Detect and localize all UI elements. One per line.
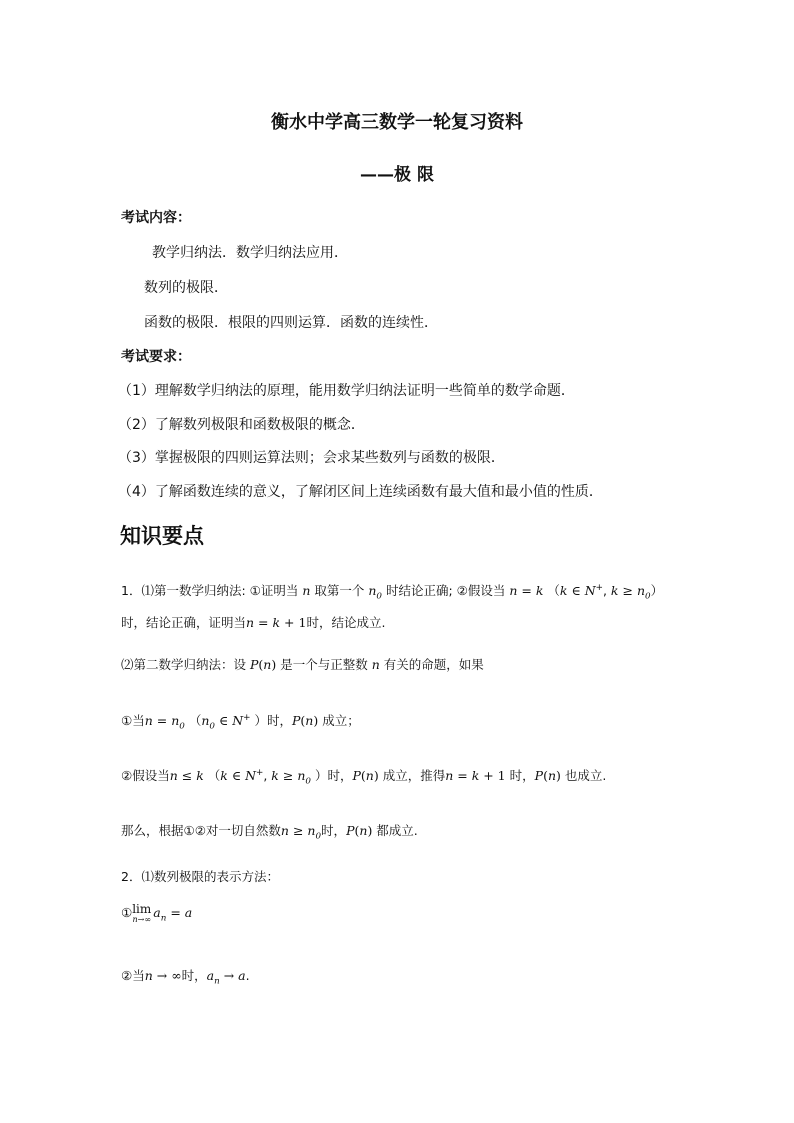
document-title: 衡水中学高三数学一轮复习资料	[271, 112, 523, 133]
limit-notation-2: ②当n → ∞时，$a_n \to a$.	[121, 968, 250, 987]
exam-content-item: 函数的极限．根限的四则运算．函数的连续性．	[144, 315, 438, 331]
requirement-item: （2）了解数列极限和函数极限的概念．	[118, 417, 365, 433]
exam-content-item: 教学归纳法．数学归纳法应用．	[152, 245, 348, 261]
knowledge-heading: 知识要点	[120, 524, 204, 548]
limit-notation-heading: 2．⑴数列极限的表示方法：	[121, 869, 279, 884]
exam-requirements-heading: 考试要求：	[121, 349, 191, 365]
induction-second-line: ⑵第二数学归纳法：设 P(n) 是一个与正整数 n 有关的命题，如果	[121, 657, 484, 672]
induction-conclusion: 那么，根据①②对一切自然数$n \ge n_0$时，P(n) 都成立.	[121, 823, 418, 842]
induction-first-line-2: 时，结论正确，证明当n = k + 1时，结论成立.	[121, 615, 386, 630]
induction-condition-2: ②假设当n ≤ k （k ∈ N+, $k \ge n_0$ ）时，P(n) 成立，推得n = k + 1 时，P(n) 也成立.	[121, 767, 607, 787]
induction-first-line: 1．⑴第一数学归纳法: ①证明当 n 取第一个 $n_0$ 时结论正确; ②假设当 n = k （k ∈ N+, $k \ge n_0$）	[121, 582, 664, 602]
requirement-item: （4）了解函数连续的意义，了解闭区间上连续函数有最大值和最小值的性质．	[118, 484, 603, 500]
requirement-item: （1）理解数学归纳法的原理，能用数学归纳法证明一些简单的数学命题．	[118, 383, 575, 399]
exam-content-item: 数列的极限．	[144, 280, 228, 296]
limit-notation-1: ① lim n→∞ $a_n = a$	[121, 902, 193, 924]
induction-condition-1: ①当$n = n_0$ （$n_0$ ∈ N+ ）时，P(n) 成立；	[121, 712, 360, 732]
document-subtitle: ——极 限	[360, 165, 434, 185]
exam-content-heading: 考试内容：	[121, 210, 191, 226]
requirement-item: （3）掌握极限的四则运算法则；会求某些数列与函数的极限．	[118, 450, 505, 466]
